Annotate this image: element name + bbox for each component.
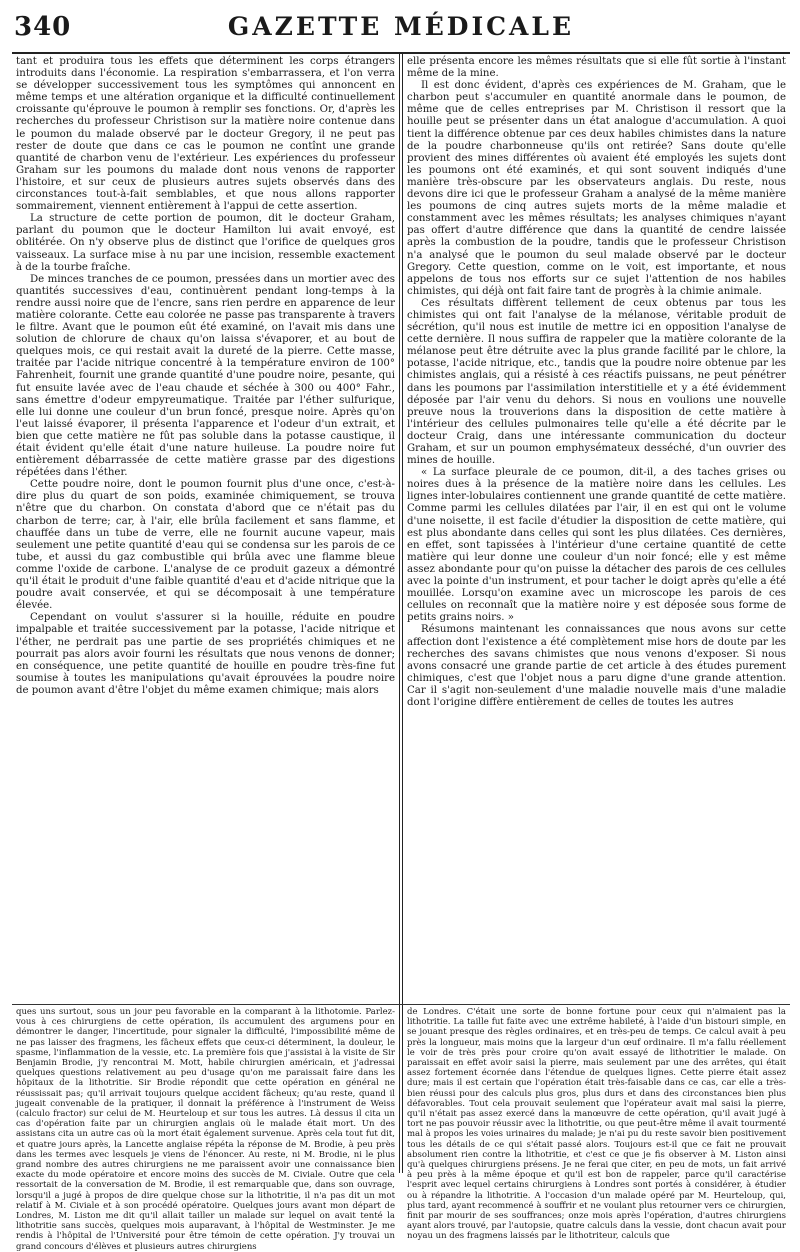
- feuilleton-text-left: ques uns surtout, sous un jour peu favorable en la comparant à la lithotomie. Parlez-vous à ces chirurgiens de cette opération, ils accumulent des argumens pour en démontrer le danger, l'incertitude, pour signaler la difficulté, l'impossibilité même de ne pas laisser des fragmens, les fâcheux effets que ceux-ci déterminent, la douleur, le spasme, l'inflammation de la vessie, etc. La première fois que j'assistai à la visite de Sir Benjamin Brodie, j'y rencontrai M. Mott, habile chirurgien américain, et j'adressai quelques questions relativement au peu d'usage qu'on me paraissait faire dans les hôpitaux de la lithotritie. Sir Brodie répondit que cette opération en général ne réussissait pas; qu'il arrivait toujours quelque accident fâcheux; qu'au reste, quand il jugeait convenable de la pratiquer, il donnait la préférence à l'instrument de Weiss (calculo fractor) sur celui de M. Heurteloup et sur tous les autres. Là dessus il cita un cas d'opération faite par un chirurgien anglais où le malade était mort. Un des assistans cita un autre cas où la mort était également survenue. Après cela tout fut dit, et quatre jours après, la Lancette anglaise répéta la réponse de M. Brodie, à peu près dans les termes avec lesquels je viens de l'énoncer. Au reste, ni M. Brodie, ni le plus grand nombre des autres chirurgiens ne me paraissent avoir une connaissance bien exacte du mode opératoire et encore moins des succès de M. Civiale. Outre que cela ressortait de la conversation de M. Brodie, il est remarquable que, dans son ouvrage, lorsqu'il a jugé à propos de dire quelque chose sur la lithotritie, il n'a pas dit un mot relatif à M. Civiale et à son procédé opératoire. Quelques jours avant mon départ de Londres, M. Liston me dit qu'il allait tailler un malade sur lequel on avait tenté la lithotritie sans succès, quelques mois auparavant, à l'hôpital de Westminster. Je me rendis à l'hôpital de l'Université pour être témoin de cette opération. J'y trouvai un grand concours d'élèves et plusieurs autres chirurgiens: [16, 1007, 395, 1252]
- article-paragraph: Ces résultats diffèrent tellement de ceux obtenus par tous les chimistes qui ont fait l'analyse de la mélanose, véritable produit de sécrétion, qu'il nous est inutile de mettre ici en opposition l'analyse de cette dernière. Il nous suffira de rappeler que la matière colorante de la mélanose peut être détruite avec la plus grande facilité par le chlore, la potasse, l'acide nitrique, etc., tandis que la poudre noire obtenue par les chimistes anglais, qui a résisté à ces réactifs puissans, ne peut pénétrer dans les poumons par l'assimilation interstitielle et y a été évidemment déposée par l'air venu du dehors. Si nous en voulions une nouvelle preuve nous la trouverions dans la disposition de cette matière à l'intérieur des cellules pulmonaires telle qu'elle a été décrite par le docteur Craig, dans une intéressante communication du docteur Graham, et sur un poumon emphysémateux desséché, d'un ouvrier des mines de houille.: [407, 297, 786, 467]
- article-column-left: [12, 54, 399, 1004]
- article-paragraph: elle présenta encore les mêmes résultats que si elle fût sortie à l'instant même de la mine.: [407, 56, 786, 80]
- main-article: [12, 54, 790, 1005]
- article-paragraph: De minces tranches de ce poumon, pressées dans un mortier avec des quantités successives d'eau, continuèrent pendant long-temps à la rendre aussi noire que de l'encre, sans rien perdre en apparence de leur matière colorante. Cette eau colorée ne passe pas transparente à travers le filtre. Avant que le poumon eût été examiné, on l'avait mis dans une solution de chlorure de chaux qu'on laissa s'évaporer, et au bout de quelques mois, ce qui restait avait la dureté de la pierre. Cette masse, traitée par l'acide nitrique concentré à la température environ de 100° Fahrenheit, fournit une grande quantité d'une poudre noire, pesante, qui fut ensuite lavée avec de l'eau chaude et séchée à 300 ou 400° Fahr., sans émettre d'odeur empyreumatique. Traitée par l'éther sulfurique, elle lui donne une couleur d'un brun foncé, presque noire. Après qu'on l'eut laissé évaporer, il présenta l'apparence et l'odeur d'un extrait, et bien que cette matière ne fût pas soluble dans la potasse caustique, il était évident qu'elle était d'une nature huileuse. La poudre noire fut entièrement débarrassée de cette matière grasse par des digestions répétées dans l'éther.: [16, 273, 395, 479]
- article-paragraph: tant et produira tous les effets que déterminent les corps étrangers introduits dans l'économie. La respiration s'embarrassera, et l'on verra se développer successivement tous les symptômes qui annoncent en même temps et une altération organique et la difficulté continuellement croissante qu'éprouve le poumon à remplir ses fonctions. Or, d'après les recherches du professeur Christison sur la matière noire contenue dans le poumon du malade observé par le docteur Gregory, il ne peut pas rester de doute que dans ce cas le poumon ne contînt une grande quantité de charbon venu de l'extérieur. Les expériences du professeur Graham sur les poumons du malade dont nous venons de rapporter l'histoire, et sur ceux de plusieurs autres sujets observés dans des circonstances tout-à-fait semblables, et que nous allons rapporter sommairement, viennent entièrement à l'appui de cette assertion.: [16, 56, 395, 213]
- article-paragraph: « La surface pleurale de ce poumon, dit-il, a des taches grises ou noires dues à la présence de la matière noire dans les cellules. Les lignes inter-lobulaires contiennent une grande quantité de cette matière. Comme parmi les cellules dilatées par l'air, il en est qui ont le volume d'une noisette, il est facile d'étudier la disposition de cette matière, qui est plus abondante dans celles qui sont les plus dilatées. Ces dernières, en effet, sont tapissées à l'intérieur d'une certaine quantité de cette matière qui leur donne une couleur d'un noir foncé; elle y est même assez abondante pour qu'on puisse la détacher des parois de ces cellules avec la pointe d'un instrument, et pour tacher le doigt après qu'elle a été mouillée. Lorsqu'on examine avec un microscope les parois de ces cellules on reconnaît que la matière noire y est déposée sous forme de petits grains noirs. »: [407, 467, 786, 624]
- journal-title: GAZETTE MÉDICALE: [227, 12, 575, 41]
- article-column-right: [403, 54, 790, 1004]
- article-paragraph: Il est donc évident, d'après ces expériences de M. Graham, que le charbon peut s'accumuler en quantité anormale dans le poumon, de même que de celles entreprises par M. Christison il ressort que la houille peut se présenter dans un état analogue d'accumulation. A quoi tient la différence obtenue par ces deux habiles chimistes dans la nature de la poudre charbonneuse qu'ils ont retirée? Sans doute qu'elle provient des mines différentes où avaient été employés les sujets dont les poumons ont été examinés, et qui sont souvent indiqués d'une manière très-obscure par les observateurs anglais. Du reste, nous devons dire ici que le professeur Graham a analysé de la même manière les poumons de cinq autres sujets morts de la même maladie et constamment avec les mêmes résultats; les analyses chimiques n'ayant pas offert d'autre différence que dans la quantité de cendre laissée après la combustion de la poudre, tandis que le professeur Christison n'a analysé que le poumon du seul malade observé par le docteur Gregory. Cette question, comme on le voit, est importante, et nous appelons de tous nos efforts sur ce sujet l'attention de nos habiles chimistes, qui déjà ont fait faire tant de progrès à la chimie animale.: [407, 80, 786, 297]
- article-paragraph: Résumons maintenant les connaissances que nous avons sur cette affection dont l'existence a été complètement mise hors de doute par les recherches des savans chimistes que nous venons d'exposer. Si nous avons consacré une grande partie de cet article à des études purement chimiques, c'est que l'objet nous a paru digne d'une grande attention. Car il s'agit non-seulement d'une maladie nouvelle mais d'une maladie dont l'origine diffère entièrement de celles de toutes les autres: [407, 624, 786, 708]
- footnote-section: [12, 1005, 790, 1252]
- page-header: [12, 8, 790, 54]
- article-paragraph: Cette poudre noire, dont le poumon fournit plus d'une once, c'est-à-dire plus du quart de son poids, examinée chimiquement, se trouva n'être que du charbon. On constata d'abord que ce n'était pas du charbon de terre; car, à l'air, elle brûla facilement et sans flamme, et chauffée dans un tube de verre, elle ne fournit aucune vapeur, mais seulement une petite quantité d'eau qui se condensa sur les parois de ce tube, et aussi du gaz combustible qui brûla avec une flamme bleue comme l'oxide de carbone. L'analyse de ce produit gazeux a démontré qu'il était le produit d'une faible quantité d'eau et d'acide nitrique que la poudre avait conservée, et qui se décomposait à une température élevée.: [16, 479, 395, 612]
- feuilleton-text-right: de Londres. C'était une sorte de bonne fortune pour ceux qui n'aimaient pas la lithotritie. La taille fut faite avec une extrême habileté, à l'aide d'un bistouri simple, en se jouant presque des règles ordinaires, et en très-peu de temps. Ce calcul avait à peu près la longueur, mais moins que la largeur d'un œuf ordinaire. Il m'a fallu réellement le voir de très près pour croire qu'on avait essayé de lithotritier le malade. On paraissait en effet avoir saisi la pierre, mais seulement par une des arrêtes, qui était assez fortement écornée dans l'étendue de quelques lignes. Cette pierre était assez dure; mais il est certain que l'opération était très-faisable dans ce cas, car elle a très-bien réussi pour des calculs plus gros, plus durs et dans des circonstances bien plus défavorables. Tout cela prouvait seulement que l'opérateur avait mal saisi la pierre, qu'il n'était pas assez exercé dans la manœuvre de cette opération, qu'il avait jugé à tort ne pas pouvoir réussir avec la lithotritie, ou que peut-être même il avait tourmenté mal à propos les voies urinaires du malade; je n'ai pu du reste savoir bien positivement tous les détails de ce qui s'était passé alors. Toujours est-il que ce fait ne prouvait absolument rien contre la lithotritie, et c'est ce que je fis observer à M. Liston ainsi qu'à quelques chirurgiens présens. Je ne ferai que citer, en peu de mots, un fait arrivé à peu près à la même époque et qu'il est bon de rappeler, parce qu'il caractérise l'esprit avec lequel certains chirurgiens à Londres sont portés à considérer, à étudier ou à répandre la lithotritie. A l'occasion d'un malade opéré par M. Heurteloup, qui, plus tard, ayant recommencé à souffrir et ne voulant plus retourner vers ce chirurgien, finit par mourir de ses souffrances; onze mois après l'opération, d'autres chirurgiens ayant alors trouvé, par l'autopsie, quatre calculs dans la vessie, dont chacun avait pour noyau un des fragmens laissés par le lithotriteur, calculs que: [407, 1007, 786, 1242]
- page-number: 340: [14, 12, 72, 42]
- feuilleton-column-left: [12, 1005, 399, 1252]
- feuilleton-column-right: [403, 1005, 790, 1242]
- article-paragraph: La structure de cette portion de poumon, dit le docteur Graham, parlant du poumon que le docteur Hamilton lui avait envoyé, est oblitérée. On n'y observe plus de distinct que l'orifice de quelques gros vaisseaux. La surface mise à nu par une incision, ressemble exactement à de la tourbe fraîche.: [16, 213, 395, 273]
- article-paragraph: Cependant on voulut s'assurer si la houille, réduite en poudre impalpable et traitée successivement par la potasse, l'acide nitrique et l'éther, ne perdrait pas une partie de ses propriétés chimiques et ne pourrait pas alors avoir fourni les résultats que nous venons de donner; en conséquence, une petite quantité de houille en poudre très-fine fut soumise à toutes les manipulations qu'avait éprouvées la poudre noire de poumon avant d'être l'objet du même examen chimique; mais alors: [16, 612, 395, 696]
